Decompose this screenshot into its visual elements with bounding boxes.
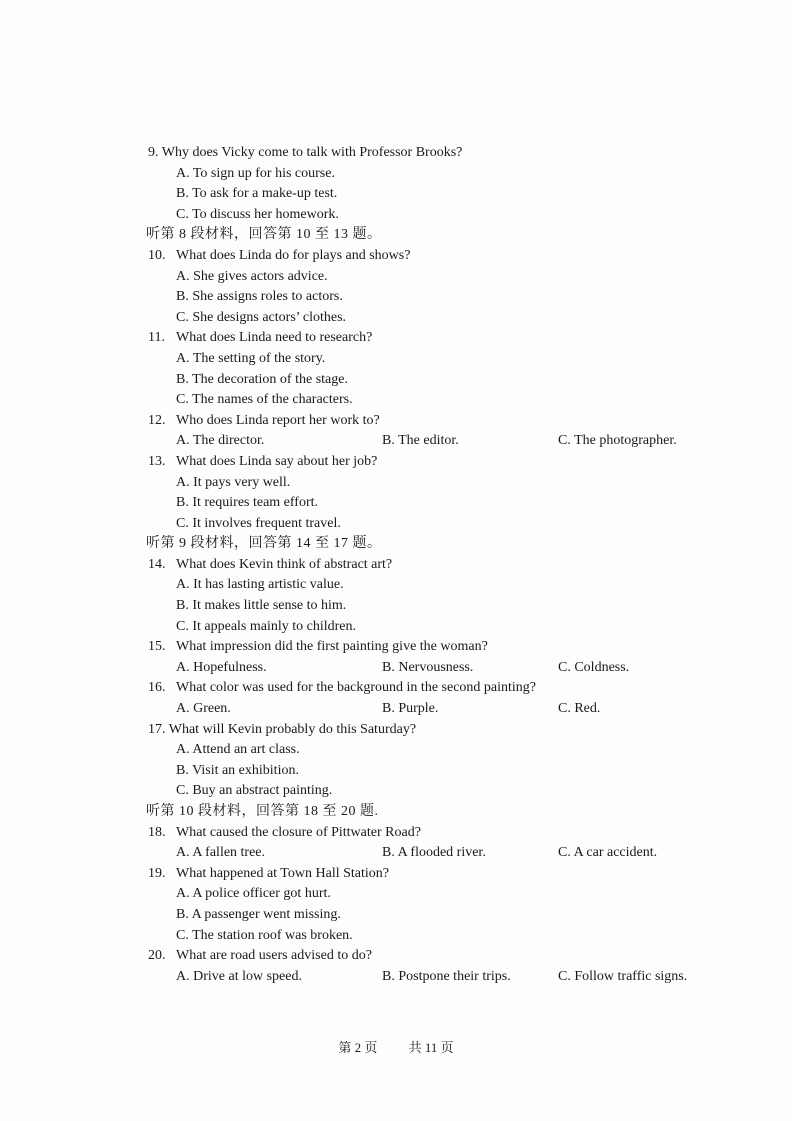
answer-option: A. Drive at low speed. [176,968,302,984]
page-number: 第 2 页 [338,1040,378,1055]
answer-option: A. To sign up for his course. [176,165,335,181]
section-instruction: 听第 9 段材料，回答第 14 至 17 题。 [146,536,382,552]
answer-option: C. The station roof was broken. [176,927,353,943]
answer-option: C. The names of the characters. [176,392,353,408]
answer-option: A. A police officer got hurt. [176,886,331,902]
question-number: 16. [148,680,166,696]
question-number: 9. [148,145,159,160]
question-text: Why does Vicky come to talk with Professor Brooks? [161,145,463,160]
question-list [148,143,728,987]
answer-option: B. She assigns roles to actors. [176,289,343,305]
answer-option-row [148,431,728,452]
question-number: 12. [148,412,166,428]
question-text: What impression did the first painting give the woman? [176,639,488,655]
question-line [148,946,728,967]
answer-option: C. To discuss her homework. [176,206,339,222]
question-line [148,864,728,885]
question-text: What will Kevin probably do this Saturday? [168,721,417,737]
question-text: What does Linda say about her job? [176,453,378,469]
section-instruction: 听第 8 段材料，回答第 10 至 13 题。 [146,227,382,243]
question-text: What does Kevin think of abstract art? [176,556,393,572]
answer-option: C. The photographer. [558,433,677,449]
answer-option: A. The setting of the story. [176,350,326,366]
question-text: What does Linda need to research? [176,330,373,346]
question-number: 14. [148,556,166,572]
answer-option: C. Buy an abstract painting. [176,783,333,799]
answer-option: B. Visit an exhibition. [176,762,299,778]
answer-option: B. Nervousness. [382,659,474,675]
question-number: 11. [148,330,165,346]
question-number: 19. [148,865,166,881]
answer-option: C. It involves frequent travel. [176,515,341,531]
answer-option: A. Attend an art class. [176,742,300,758]
question-line [148,555,728,576]
answer-option-row [148,843,728,864]
question-line [148,143,728,164]
question-number: 18. [148,824,166,840]
question-line [148,637,728,658]
answer-option: B. To ask for a make-up test. [176,186,338,202]
question-number: 10. [148,247,166,263]
answer-option: C. Follow traffic signs. [558,968,688,984]
answer-option: C. Coldness. [558,659,630,675]
answer-option: B. It requires team effort. [176,495,319,511]
question-line [148,328,728,349]
answer-option: A. It has lasting artistic value. [176,577,344,593]
question-text: What color was used for the background in the second painting? [176,680,537,696]
answer-option: B. A passenger went missing. [176,906,341,922]
answer-option: A. A fallen tree. [176,845,266,861]
section-instruction: 听第 10 段材料，回答第 18 至 20 题. [146,804,379,819]
answer-option: A. Hopefulness. [176,659,267,675]
answer-option: A. Green. [176,701,231,717]
page-footer [0,1037,792,1056]
answer-option: C. A car accident. [558,845,658,861]
answer-option: B. Postpone their trips. [382,968,511,984]
question-line [148,452,728,473]
question-number: 13. [148,453,166,469]
answer-option-row [148,699,728,720]
answer-option: B. It makes little sense to him. [176,598,347,614]
answer-option: A. The director. [176,433,265,449]
question-number: 20. [148,948,166,964]
question-number: 17. [148,721,166,737]
answer-option: C. Red. [558,701,601,717]
answer-option: A. It pays very well. [176,474,291,490]
answer-option: B. Purple. [382,701,439,717]
question-text: What caused the closure of Pittwater Road? [176,824,421,840]
question-line [148,246,728,267]
answer-option: B. A flooded river. [382,845,486,861]
answer-option: B. The decoration of the stage. [176,371,348,387]
answer-option: C. It appeals mainly to children. [176,618,357,634]
answer-option-row [148,967,728,988]
question-line [148,678,728,699]
answer-option-row [148,658,728,679]
question-line [148,720,728,741]
question-text: Who does Linda report her work to? [176,412,380,428]
answer-option: A. She gives actors advice. [176,268,328,284]
answer-option: B. The editor. [382,433,459,449]
question-line [148,823,728,844]
question-text: What happened at Town Hall Station? [176,865,389,881]
question-number: 15. [148,639,166,655]
question-line [148,411,728,432]
question-text: What does Linda do for plays and shows? [176,247,411,263]
answer-option: C. She designs actors’ clothes. [176,309,347,325]
page-total: 共 11 页 [408,1040,454,1055]
question-text: What are road users advised to do? [176,948,372,964]
